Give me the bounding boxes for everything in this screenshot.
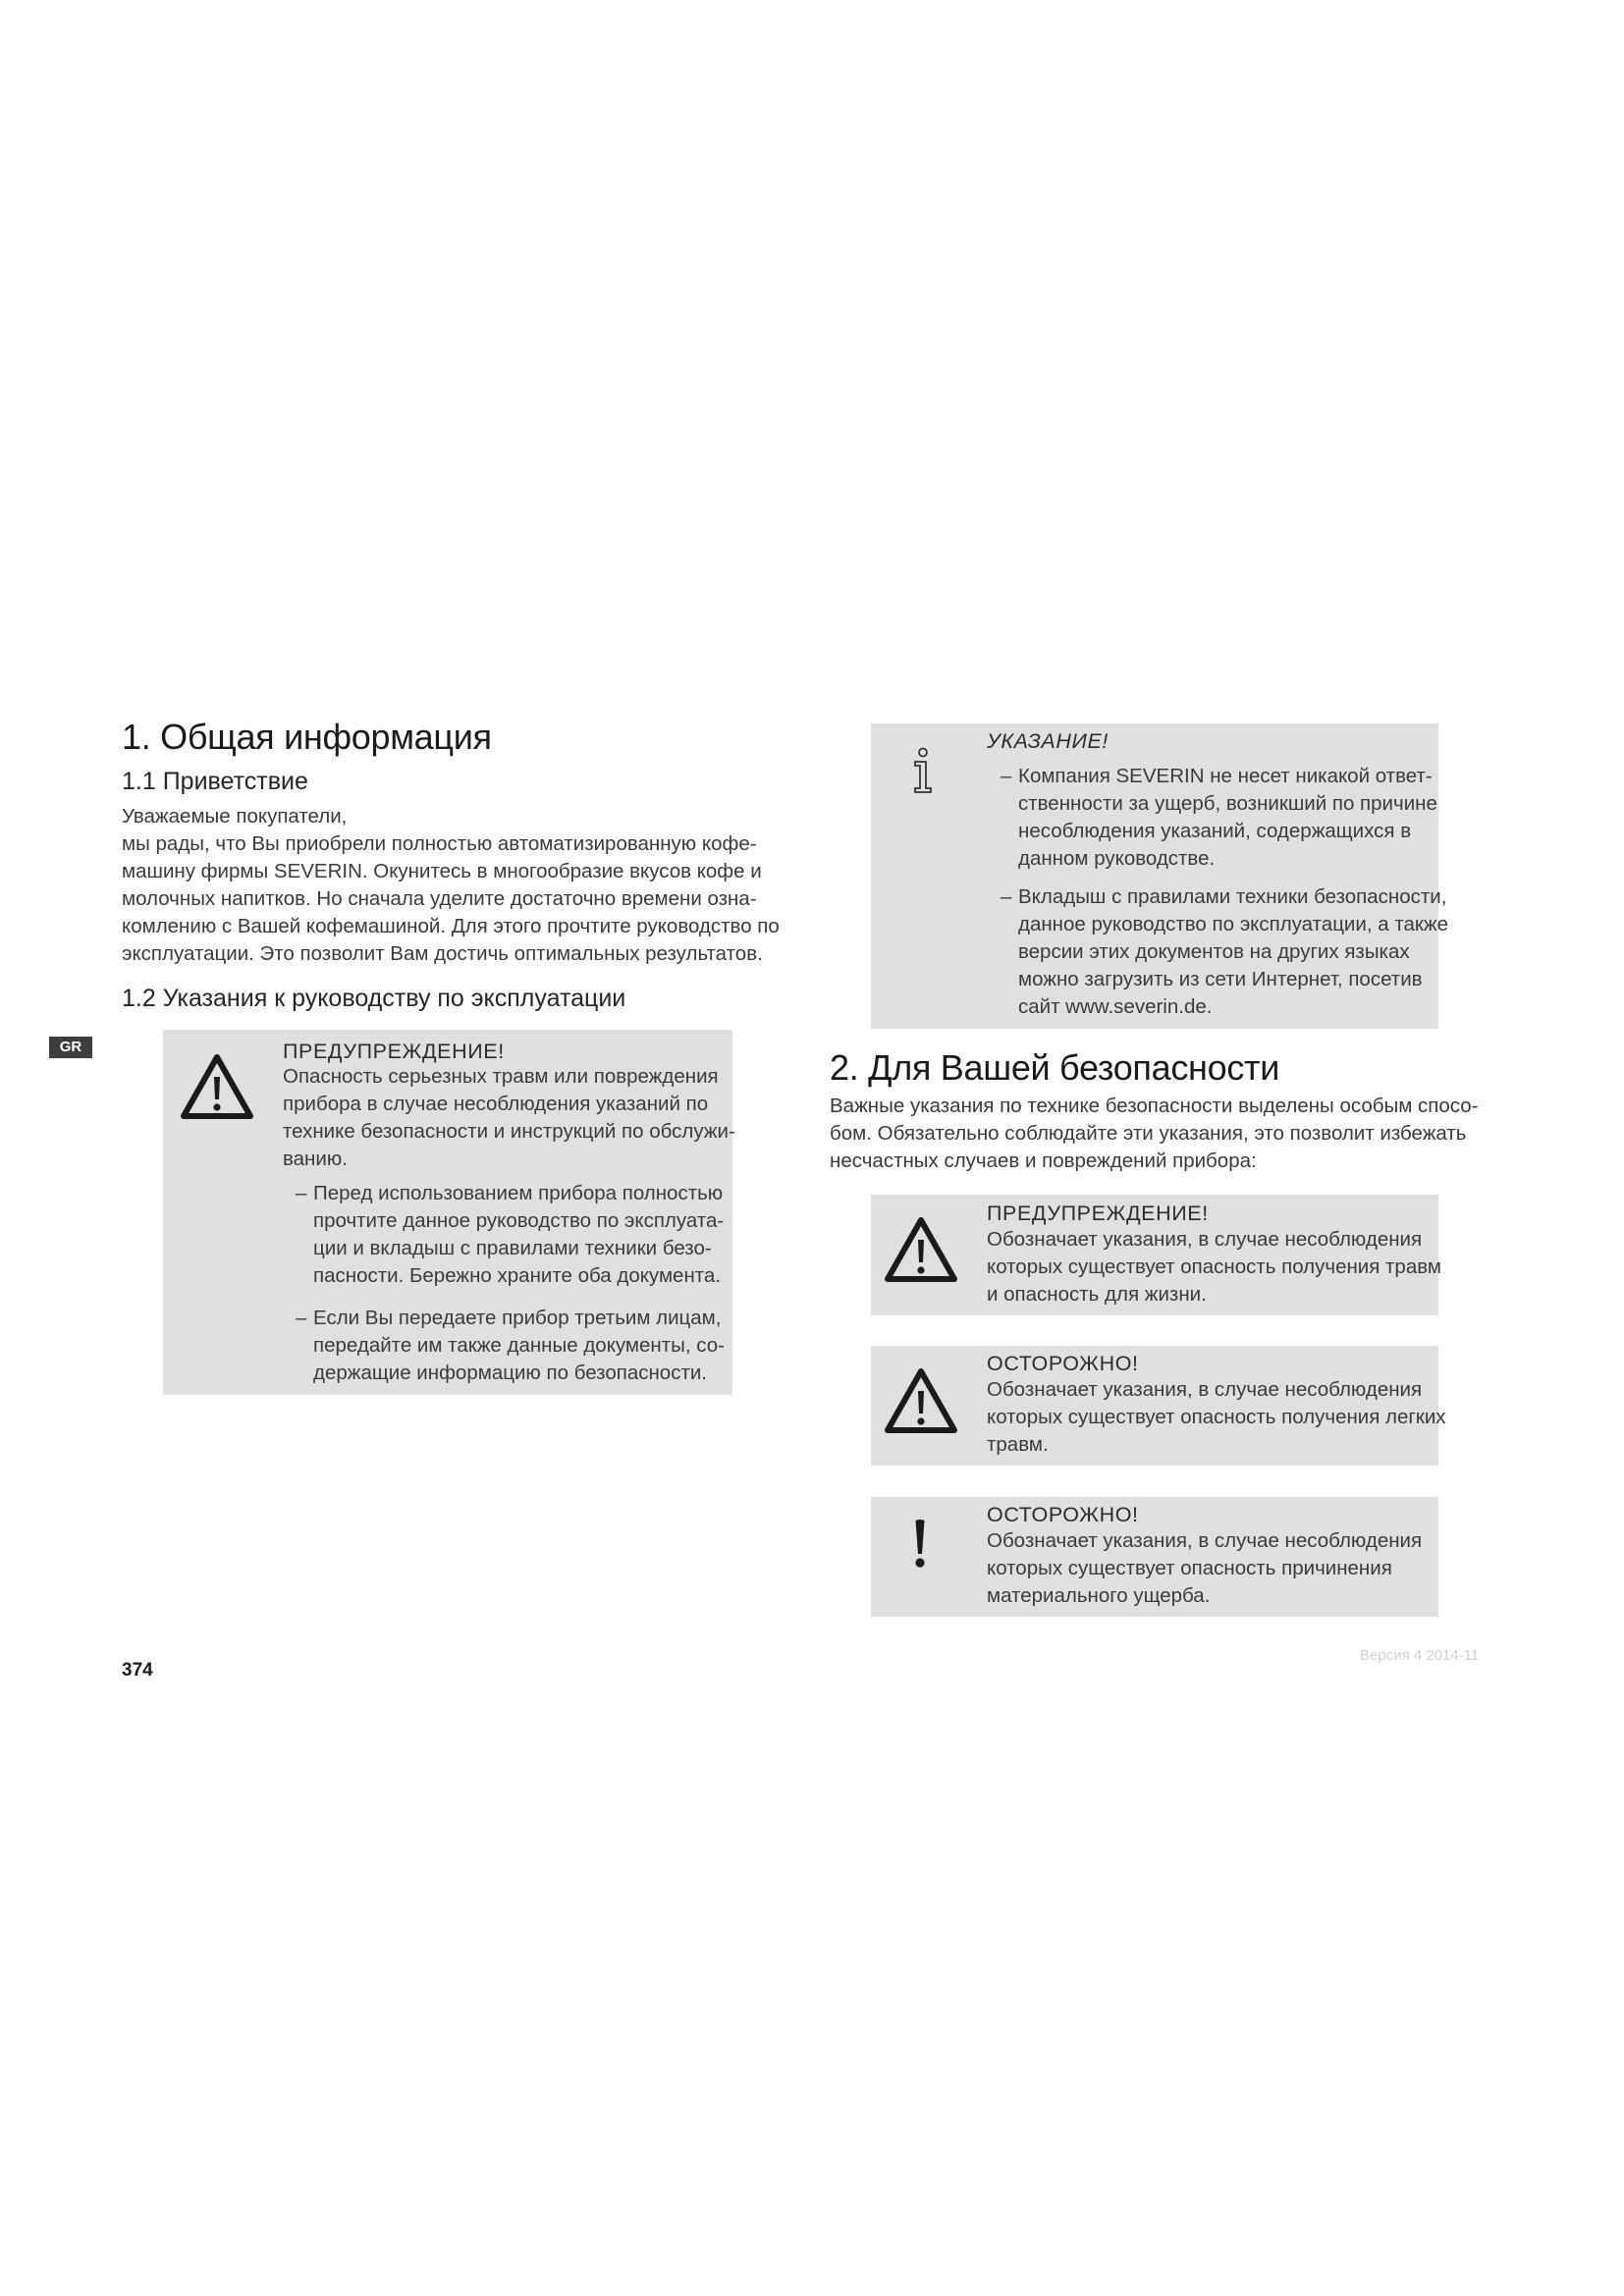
bullet-line: прочтите данное руководство по эксплуата- (313, 1209, 725, 1232)
note-box-title: УКАЗАНИЕ! (987, 729, 1109, 753)
section-1-title: 1. Общая информация (122, 717, 492, 757)
language-tab: GR (49, 1037, 92, 1058)
note-bullet (1001, 883, 1448, 1021)
bullet-line: версии этих документов на других языках (1018, 940, 1410, 963)
exclamation-icon (914, 1519, 926, 1570)
safety-box-text (987, 1527, 1422, 1610)
warning-line: прибора в случае несоблюдения указаний по (283, 1093, 709, 1115)
greeting-line: мы рады, что Вы приобрели полностью автоматизированную кофе- (122, 832, 757, 855)
warning-box (163, 1030, 735, 1395)
bullet-line: данное руководство по эксплуатации, а также (1018, 913, 1448, 935)
warning-triangle-icon (884, 1216, 958, 1283)
safety-line: травм. (987, 1433, 1049, 1456)
warning-triangle-icon (180, 1053, 254, 1120)
section-1-2-title: 1.2 Указания к руководству по эксплуатации (122, 985, 626, 1012)
warning-triangle-icon (884, 1367, 958, 1434)
safety-line: которых существует опасность получения легких (987, 1406, 1446, 1428)
bullet-line: несоблюдения указаний, содержащихся в (1018, 820, 1412, 842)
intro-line: несчастных случаев и повреждений прибора: (830, 1149, 1257, 1172)
safety-box-text (987, 1376, 1446, 1459)
greeting-paragraph (122, 803, 780, 968)
safety-box-warning (871, 1195, 1441, 1315)
bullet-line: Если Вы передаете прибор третьим лицам, (313, 1307, 722, 1329)
greeting-line: комлению с Вашей кофемашиной. Для этого прочтите руководство по (122, 915, 780, 937)
bullet-line: сайт www.severin.de. (1018, 995, 1213, 1018)
bullet-line: передайте им также данные документы, со- (313, 1334, 725, 1357)
warning-line: ванию. (283, 1148, 348, 1170)
bullet-dash: – (296, 1307, 307, 1329)
warning-bullet (296, 1180, 724, 1290)
safety-line: которых существует опасность получения травм (987, 1255, 1441, 1278)
greeting-line: молочных напитков. Но сначала уделите достаточно времени озна- (122, 887, 757, 910)
safety-line: Обозначает указания, в случае несоблюдения (987, 1228, 1423, 1251)
greeting-line: машину фирмы SEVERIN. Окунитесь в многообразие вкусов кофе и (122, 860, 762, 882)
safety-line: и опасность для жизни. (987, 1283, 1207, 1306)
safety-box-title: ПРЕДУПРЕЖДЕНИЕ! (987, 1201, 1209, 1225)
section-1-1-title: 1.1 Приветствие (122, 768, 308, 795)
bullet-line: Перед использованием прибора полностью (313, 1182, 724, 1204)
greeting-line: эксплуатации. Это позволит Вам достичь оптимальных результатов. (122, 942, 763, 965)
version-label: Версия 4 2014-11 (1360, 1647, 1480, 1664)
warning-box-text (283, 1063, 735, 1173)
bullet-line: ственности за ущерб, возникший по причине (1018, 792, 1437, 815)
intro-line: Важные указания по технике безопасности выделены особым спосо- (830, 1095, 1479, 1117)
bullet-dash: – (1001, 885, 1012, 908)
section-2-title: 2. Для Вашей безопасности (830, 1047, 1280, 1088)
page-number: 374 (122, 1660, 153, 1681)
safety-box-caution (871, 1346, 1446, 1466)
safety-box-material (871, 1497, 1438, 1617)
intro-line: бом. Обязательно соблюдайте эти указания, это позволит избежать (830, 1122, 1467, 1145)
greeting-line: Уважаемые покупатели, (122, 805, 348, 828)
safety-line: которых существует опасность причинения (987, 1557, 1392, 1579)
safety-line: Обозначает указания, в случае несоблюдения (987, 1529, 1423, 1552)
safety-intro-paragraph (830, 1093, 1479, 1175)
info-icon (911, 747, 935, 794)
safety-box-title: ОСТОРОЖНО! (987, 1503, 1139, 1526)
bullet-line: держащие информацию по безопасности. (313, 1362, 707, 1384)
bullet-dash: – (296, 1182, 307, 1204)
bullet-line: можно загрузить из сети Интернет, посетив (1018, 968, 1423, 990)
bullet-line: Вкладыш с правилами техники безопасности, (1018, 885, 1447, 908)
bullet-dash: – (1001, 765, 1012, 787)
warning-bullet (296, 1305, 725, 1387)
warning-box-title: ПРЕДУПРЕЖДЕНИЕ! (283, 1040, 505, 1063)
bullet-line: пасности. Бережно храните оба документа. (313, 1264, 722, 1287)
safety-line: Обозначает указания, в случае несоблюдения (987, 1378, 1423, 1401)
safety-line: материального ущерба. (987, 1584, 1211, 1607)
safety-box-title: ОСТОРОЖНО! (987, 1352, 1139, 1375)
bullet-line: Компания SEVERIN не несет никакой ответ- (1018, 765, 1433, 787)
note-box (871, 723, 1448, 1029)
bullet-line: данном руководстве. (1018, 847, 1216, 870)
bullet-line: ции и вкладыш с правилами техники безо- (313, 1237, 712, 1259)
safety-box-text (987, 1226, 1441, 1308)
warning-line: технике безопасности и инструкций по обслужи- (283, 1120, 735, 1143)
note-bullet (1001, 763, 1437, 873)
warning-line: Опасность серьезных травм или повреждения (283, 1065, 719, 1088)
